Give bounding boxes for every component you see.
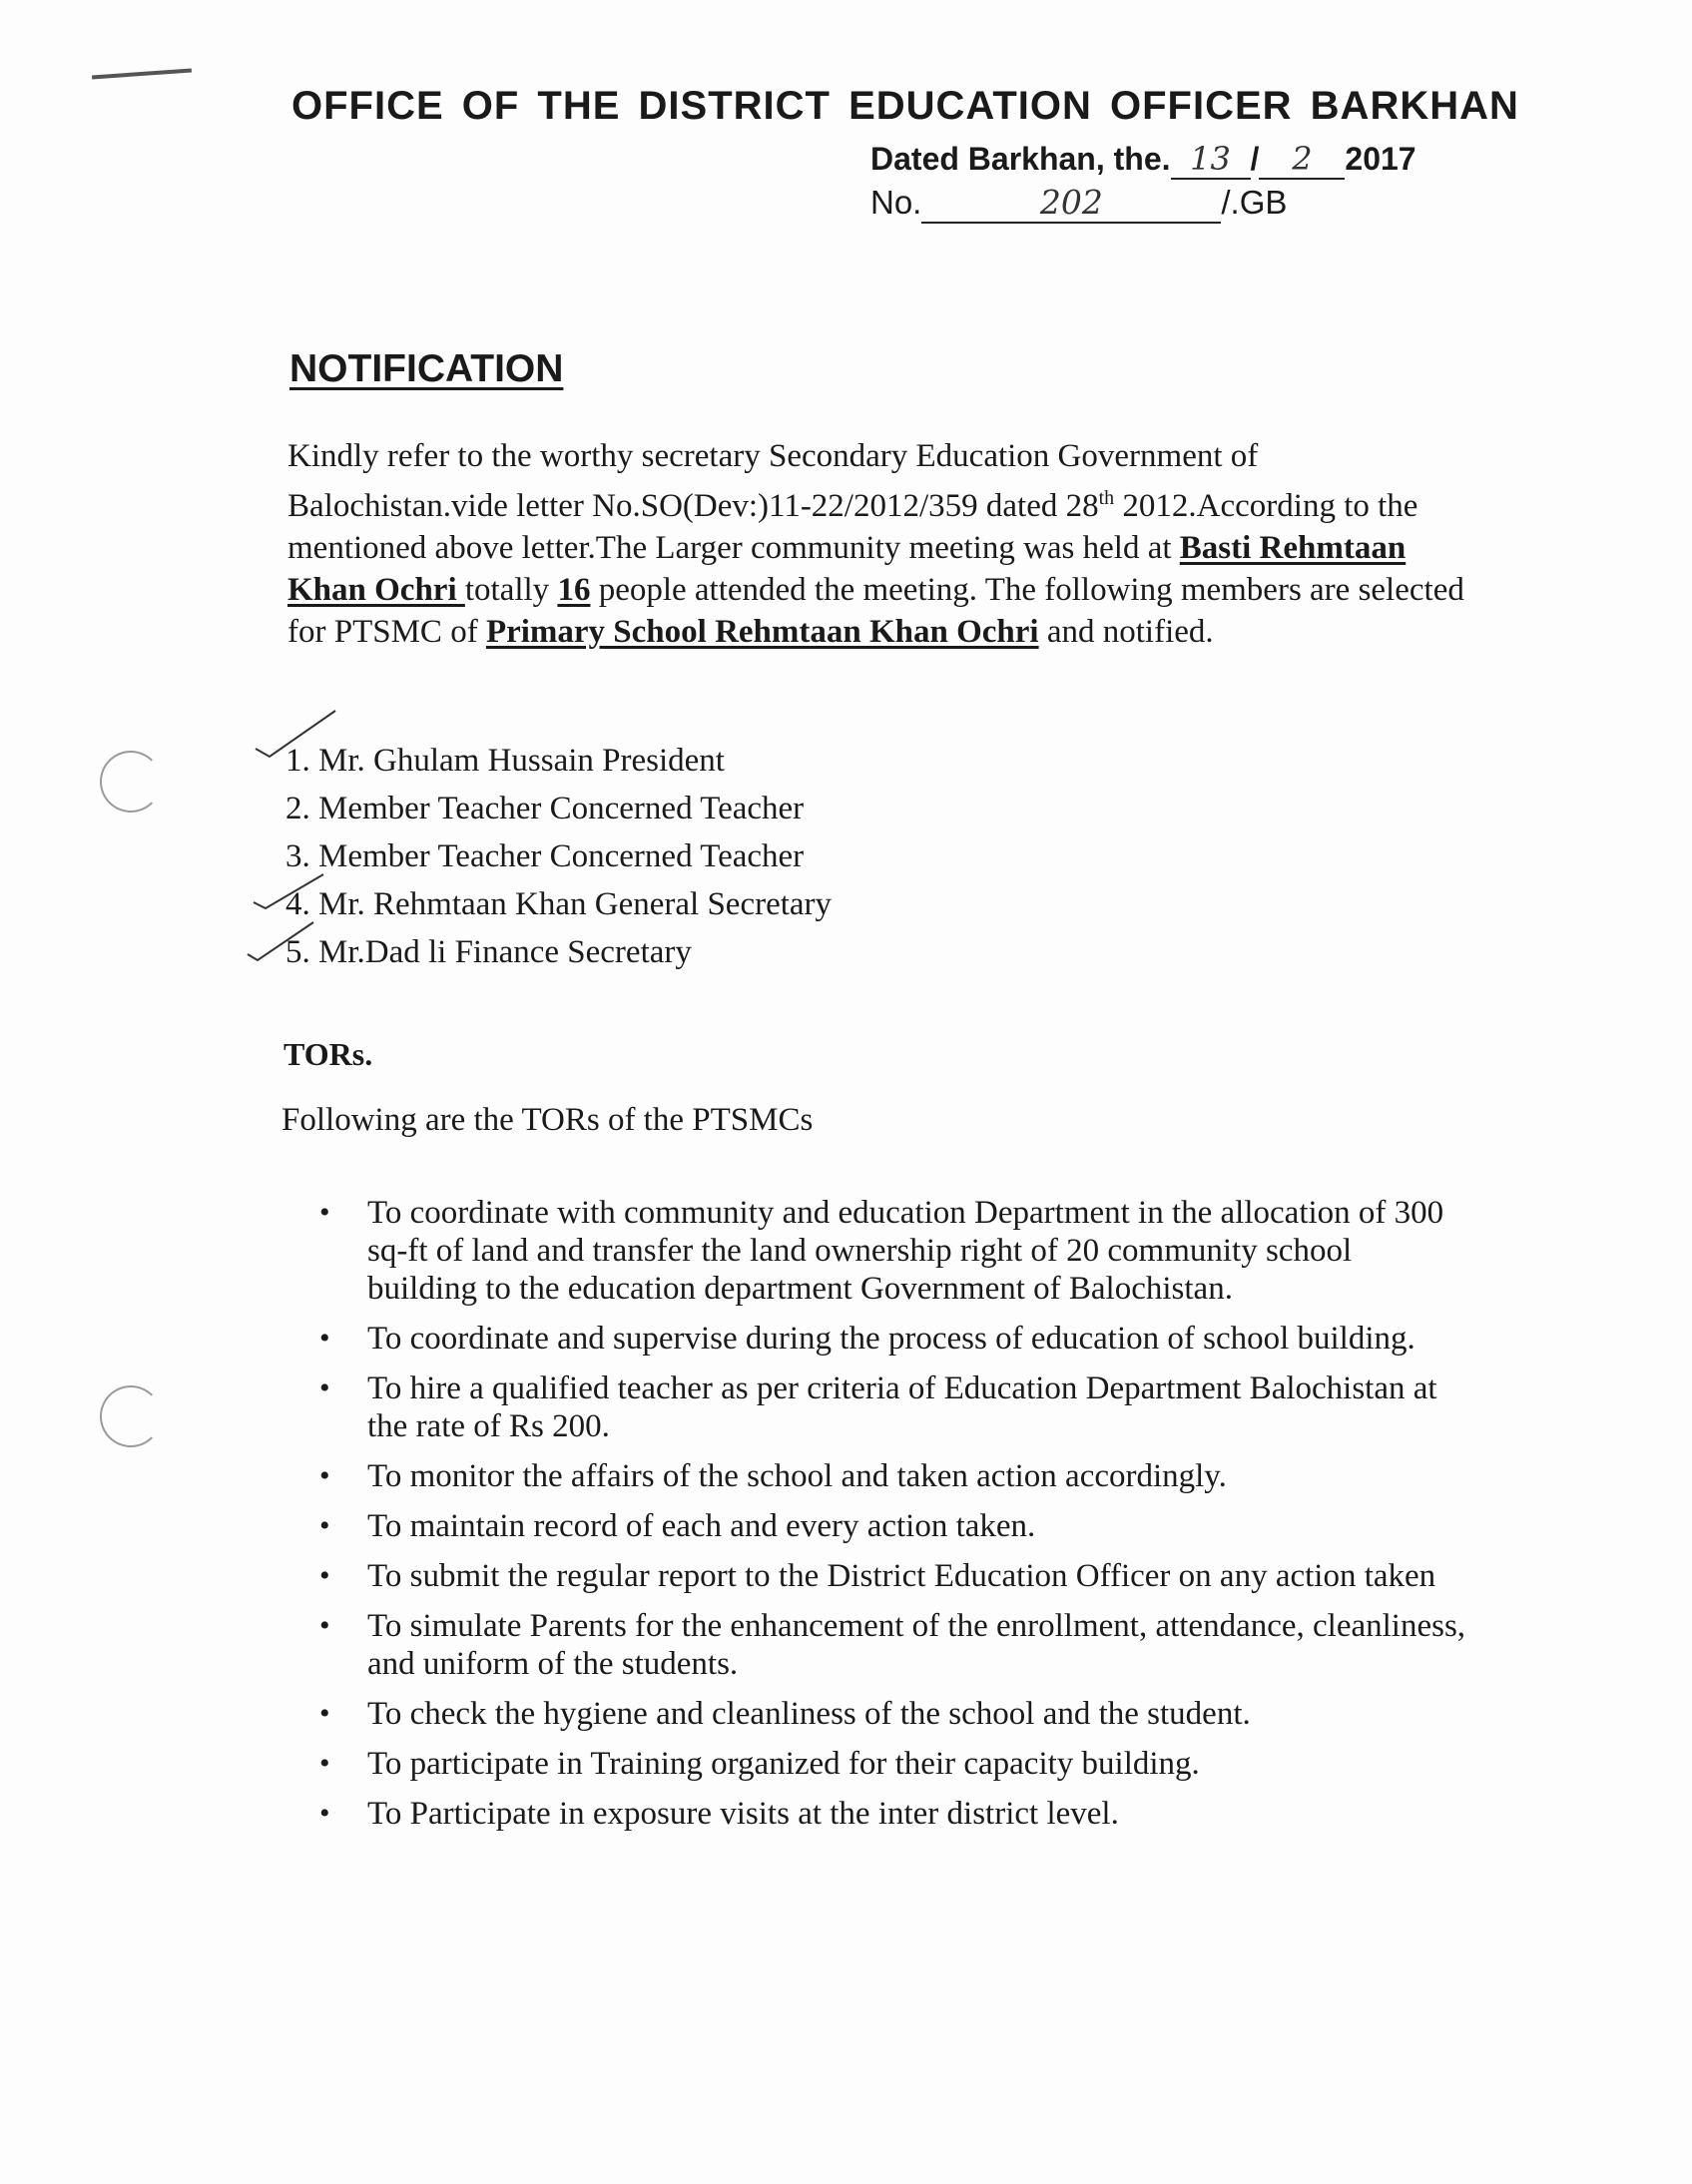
bullet-icon: • <box>319 1509 330 1542</box>
bullet-icon: • <box>319 1371 330 1404</box>
list-item: • To coordinate and supervise during the process of education of school building. <box>319 1321 1415 1357</box>
list-item: • To coordinate with community and education Department in the allocation of 300 sq-ft of land and transfer the land ownership right of 20 community school building to the education department Government of Balochistan. <box>319 1195 1444 1307</box>
dated-line <box>870 140 1416 180</box>
reference-number-line <box>870 183 1287 224</box>
member-row: 5. Mr.Dad li Finance Secretary <box>285 934 692 970</box>
list-item: • To submit the regular report to the District Education Officer on any action taken <box>319 1558 1436 1594</box>
check-mark-icon <box>252 705 341 765</box>
list-item: • To hire a qualified teacher as per criteria of Education Department Balochistan at the rate of Rs 200. <box>319 1370 1437 1444</box>
date-year: 2017 <box>1345 141 1416 177</box>
list-item: • To check the hygiene and cleanliness of the school and the student. <box>319 1696 1251 1732</box>
bullet-icon: • <box>319 1797 330 1830</box>
tors-intro: Following are the TORs of the PTSMCs <box>282 1102 814 1138</box>
attendee-count: 16 <box>557 572 591 608</box>
check-mark-icon <box>244 916 323 966</box>
date-day-blank <box>1171 140 1251 180</box>
school-name: Primary School Rehmtaan Khan Ochri <box>485 614 1039 650</box>
bullet-icon: • <box>319 1559 330 1592</box>
notification-heading: NOTIFICATION <box>289 347 564 390</box>
bullet-icon: • <box>319 1459 330 1492</box>
list-item: • To monitor the affairs of the school and taken action accordingly. <box>319 1458 1227 1494</box>
meeting-place: Basti Rehmtaan Khan Ochri <box>287 530 1407 608</box>
para-part-2: 2012.According to the mentioned above letter.The Larger community meeting was held at <box>287 488 1418 566</box>
member-row: 2. Member Teacher Concerned Teacher <box>285 791 805 826</box>
punch-hole-bottom <box>100 1385 162 1447</box>
date-day: 13 <box>1190 140 1231 178</box>
tors-heading: TORs. <box>283 1036 373 1072</box>
scan-mark <box>92 69 192 80</box>
bullet-icon: • <box>319 1697 330 1730</box>
para-superscript: th <box>1098 487 1115 509</box>
para-part-5: and notified. <box>1038 614 1214 650</box>
no-suffix: /.GB <box>1221 184 1288 221</box>
punch-hole-top <box>100 751 162 813</box>
para-part-4: people attended the meeting. The following members are selected for PTSMC of <box>287 572 1464 650</box>
member-row: 4. Mr. Rehmtaan Khan General Secretary <box>285 886 833 922</box>
bullet-icon: • <box>319 1609 330 1642</box>
date-month-blank <box>1259 140 1345 180</box>
bullet-icon: • <box>319 1322 330 1355</box>
no-value: 202 <box>1039 183 1103 222</box>
no-value-blank <box>921 183 1221 224</box>
list-item: • To maintain record of each and every action taken. <box>319 1508 1036 1544</box>
member-row: 3. Member Teacher Concerned Teacher <box>285 838 805 874</box>
list-item: • To simulate Parents for the enhancement of the enrollment, attendance, cleanliness, and uniform of the students. <box>319 1608 1466 1682</box>
tors-list <box>319 1194 1467 1845</box>
list-item: • To Participate in exposure visits at the inter district level. <box>319 1796 1119 1832</box>
bullet-icon: • <box>319 1747 330 1780</box>
check-mark-icon <box>250 868 329 918</box>
date-separator: / <box>1250 141 1260 177</box>
para-part-3: totally <box>464 572 558 608</box>
notification-paragraph <box>287 435 1465 653</box>
list-item: • To participate in Training organized for their capacity building. <box>319 1746 1200 1782</box>
dated-prefix: Dated Barkhan, the. <box>870 141 1171 177</box>
no-prefix: No. <box>870 184 922 221</box>
bullet-icon: • <box>319 1196 330 1229</box>
member-row: 1. Mr. Ghulam Hussain President <box>285 743 725 779</box>
office-title: OFFICE OF THE DISTRICT EDUCATION OFFICER BARKHAN <box>291 84 1519 128</box>
para-part-1: Kindly refer to the worthy secretary Secondary Education Government of Balochistan.vide letter No.SO(Dev:)11-22/2012/359 dated 28 <box>287 438 1259 524</box>
members-list <box>285 737 832 976</box>
date-month: 2 <box>1292 140 1313 178</box>
